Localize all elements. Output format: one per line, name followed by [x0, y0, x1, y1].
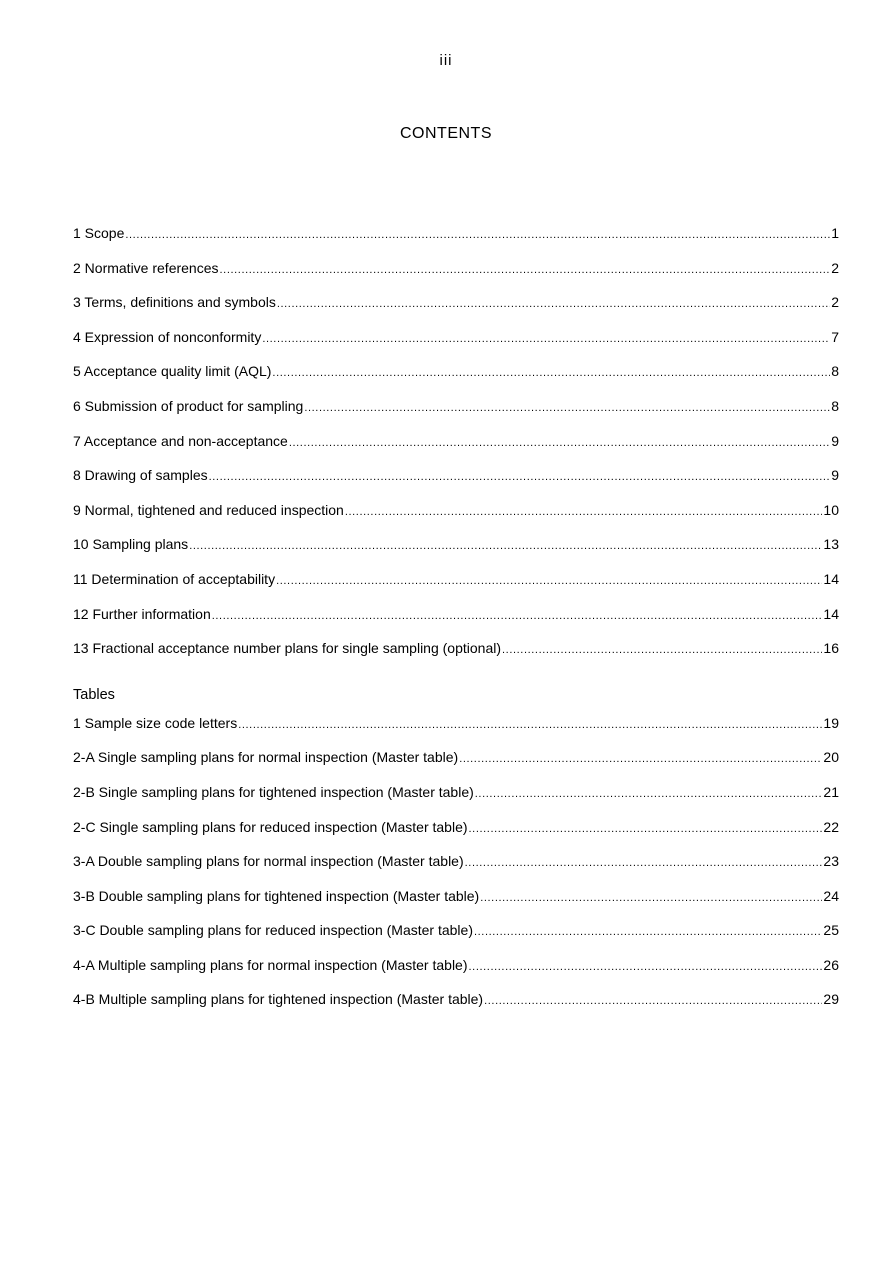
toc-section-entry[interactable]	[73, 225, 839, 260]
toc-entry-label: 1 Scope	[73, 225, 125, 241]
toc-entry-label: 1 Sample size code letters	[73, 714, 238, 731]
toc-entry-label: 8 Drawing of samples	[73, 467, 208, 484]
toc-section-entry[interactable]	[73, 260, 839, 295]
dot-leader	[209, 471, 831, 483]
dot-leader	[272, 367, 830, 379]
toc-entry-label: 4-A Multiple sampling plans for normal inspection (Master table)	[73, 956, 468, 973]
page-number: iii	[439, 52, 453, 69]
toc-section-entry[interactable]	[73, 536, 839, 571]
toc-table-entry[interactable]	[73, 957, 839, 992]
dot-leader	[277, 298, 830, 310]
tables-list	[73, 715, 839, 1026]
toc-page-number: 9	[831, 467, 839, 484]
toc-table-entry[interactable]	[73, 922, 839, 957]
dot-leader	[345, 506, 823, 518]
dot-leader	[220, 264, 831, 276]
dot-leader	[304, 402, 830, 414]
sections-list	[73, 225, 839, 675]
dot-leader	[289, 437, 830, 449]
toc-page-number: 13	[823, 536, 839, 553]
dot-leader	[125, 229, 830, 241]
toc-entry-label: 11 Determination of acceptability	[73, 570, 276, 587]
toc-entry-label: 10 Sampling plans	[73, 536, 189, 553]
toc-entry-label: 6 Submission of product for sampling	[73, 397, 304, 414]
table-of-contents	[73, 225, 839, 1026]
toc-entry-label: 4 Expression of nonconformity	[73, 328, 262, 345]
toc-section-entry[interactable]	[73, 606, 839, 641]
toc-table-entry[interactable]	[73, 991, 839, 1026]
toc-entry-label: 2 Normative references	[73, 259, 219, 276]
toc-entry-label: 4-B Multiple sampling plans for tightened inspection (Master table)	[73, 991, 484, 1008]
toc-page-number: 29	[823, 991, 839, 1008]
toc-section-entry[interactable]	[73, 571, 839, 606]
toc-page-number: 26	[823, 956, 839, 973]
toc-table-entry[interactable]	[73, 784, 839, 819]
toc-table-entry[interactable]	[73, 749, 839, 784]
toc-table-entry[interactable]	[73, 715, 839, 750]
toc-entry-label: 12 Further information	[73, 605, 211, 622]
dot-leader	[480, 892, 822, 904]
toc-page-number: 20	[823, 749, 839, 766]
dot-leader	[469, 961, 823, 973]
toc-page-number: 19	[823, 714, 839, 731]
toc-entry-label: 13 Fractional acceptance number plans for single sampling (optional)	[73, 640, 502, 657]
dot-leader	[212, 610, 823, 622]
dot-leader	[469, 823, 823, 835]
dot-leader	[459, 753, 822, 765]
dot-leader	[276, 575, 822, 587]
toc-page-number: 8	[831, 397, 839, 414]
contents-title: CONTENTS	[400, 125, 492, 142]
toc-section-entry[interactable]	[73, 329, 839, 364]
dot-leader	[502, 644, 822, 656]
toc-page-number: 24	[823, 887, 839, 904]
dot-leader	[189, 540, 822, 552]
toc-entry-label: 7 Acceptance and non-acceptance	[73, 432, 288, 449]
toc-table-entry[interactable]	[73, 819, 839, 854]
toc-page-number: 14	[823, 605, 839, 622]
toc-page-number: 25	[823, 922, 839, 939]
toc-entry-label: 3 Terms, definitions and symbols	[73, 294, 276, 311]
toc-page-number: 21	[823, 783, 839, 800]
toc-section-entry[interactable]	[73, 294, 839, 329]
dot-leader	[238, 719, 822, 731]
toc-page-number: 8	[831, 363, 839, 380]
toc-entry-label: 3-B Double sampling plans for tightened inspection (Master table)	[73, 887, 480, 904]
toc-page-number: 1	[831, 225, 839, 241]
toc-page-number: 14	[823, 570, 839, 587]
dot-leader	[262, 333, 830, 345]
toc-table-entry[interactable]	[73, 853, 839, 888]
toc-page-number: 10	[823, 501, 839, 518]
toc-table-entry[interactable]	[73, 888, 839, 923]
toc-entry-label: 3-A Double sampling plans for normal inspection (Master table)	[73, 853, 464, 870]
toc-entry-label: 2-C Single sampling plans for reduced inspection (Master table)	[73, 818, 468, 835]
dot-leader	[465, 857, 823, 869]
dot-leader	[484, 995, 822, 1007]
toc-page-number: 2	[831, 259, 839, 276]
toc-entry-label: 2-B Single sampling plans for tightened inspection (Master table)	[73, 783, 474, 800]
toc-page-number: 16	[823, 640, 839, 657]
toc-entry-label: 3-C Double sampling plans for reduced inspection (Master table)	[73, 922, 473, 939]
dot-leader	[475, 788, 823, 800]
toc-entry-label: 2-A Single sampling plans for normal inspection (Master table)	[73, 749, 459, 766]
toc-section-entry[interactable]	[73, 502, 839, 537]
toc-page-number: 9	[831, 432, 839, 449]
toc-entry-label: 9 Normal, tightened and reduced inspection	[73, 501, 344, 518]
toc-entry-label: 5 Acceptance quality limit (AQL)	[73, 363, 272, 380]
toc-section-entry[interactable]	[73, 363, 839, 398]
toc-page-number: 7	[831, 328, 839, 345]
toc-section-entry[interactable]	[73, 398, 839, 433]
toc-page-number: 22	[823, 818, 839, 835]
toc-page-number: 23	[823, 853, 839, 870]
toc-page-number: 2	[831, 294, 839, 311]
toc-section-entry[interactable]	[73, 467, 839, 502]
dot-leader	[474, 926, 822, 938]
tables-heading: Tables	[73, 686, 115, 703]
toc-section-entry[interactable]	[73, 640, 839, 675]
toc-section-entry[interactable]	[73, 433, 839, 468]
